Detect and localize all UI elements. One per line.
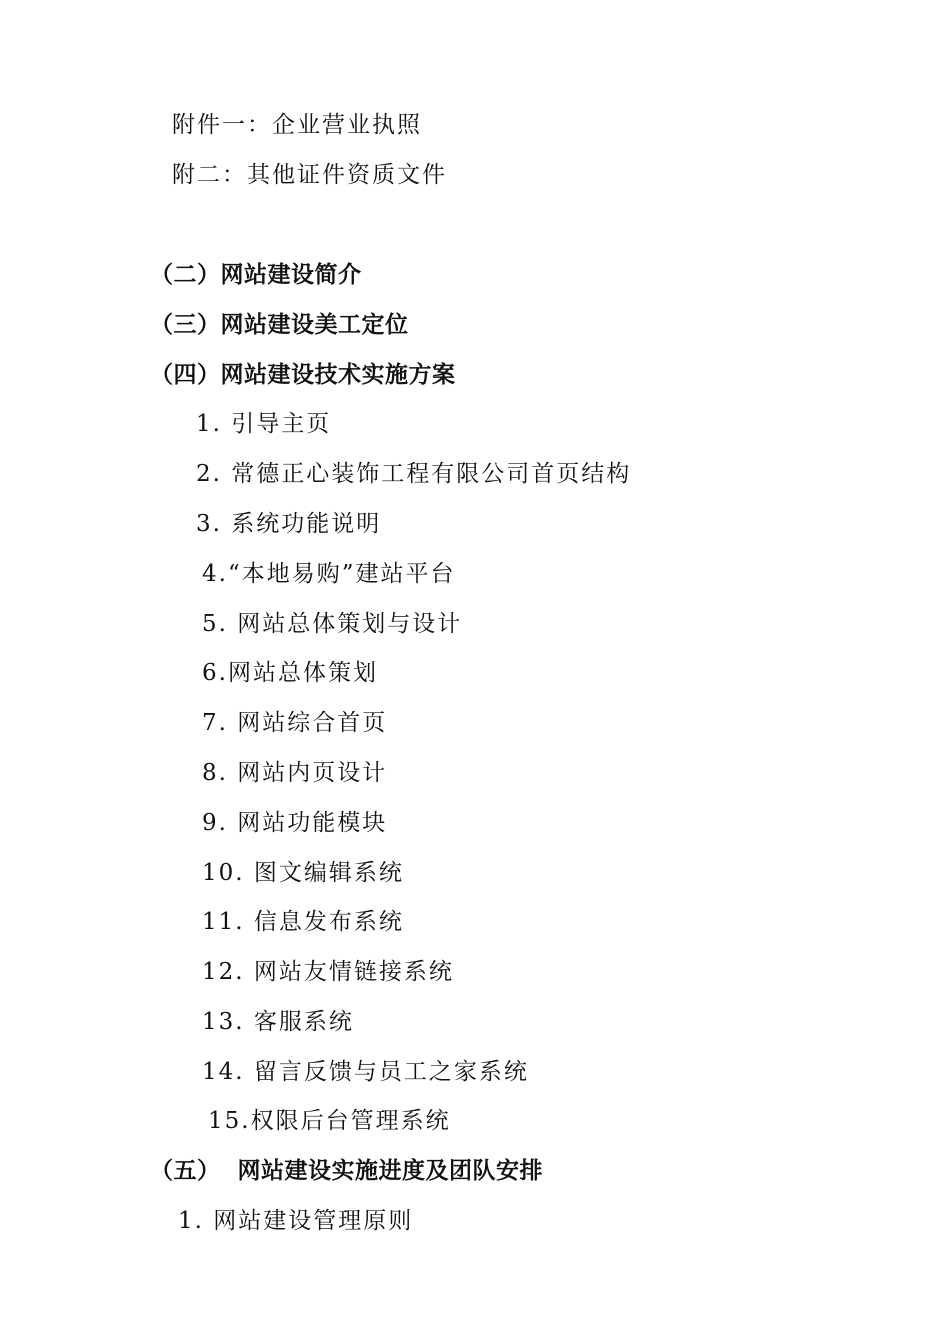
list-item: 8. 网站内页设计 bbox=[202, 760, 388, 786]
list-item: 9. 网站功能模块 bbox=[202, 810, 388, 836]
section-heading: （五） 网站建设实施进度及团队安排 bbox=[150, 1158, 544, 1184]
list-item: 1. 引导主页 bbox=[196, 411, 332, 437]
list-item: 5. 网站总体策划与设计 bbox=[202, 611, 463, 637]
list-item: 12. 网站友情链接系统 bbox=[202, 959, 454, 985]
list-item: 6.网站总体策划 bbox=[202, 660, 378, 686]
attachment-line: 附件一：企业营业执照 bbox=[172, 112, 422, 138]
list-item: 4.“本地易购”建站平台 bbox=[202, 561, 456, 587]
list-item: 14. 留言反馈与员工之家系统 bbox=[202, 1059, 529, 1085]
section-heading: （二）网站建设简介 bbox=[150, 262, 362, 288]
list-item: 2. 常德正心装饰工程有限公司首页结构 bbox=[196, 461, 632, 487]
list-item: 1. 网站建设管理原则 bbox=[178, 1208, 414, 1234]
section-heading: （三）网站建设美工定位 bbox=[150, 312, 409, 338]
list-item: 3. 系统功能说明 bbox=[196, 511, 382, 537]
section-heading: （四）网站建设技术实施方案 bbox=[150, 362, 456, 388]
list-item: 10. 图文编辑系统 bbox=[202, 860, 404, 886]
list-item: 13. 客服系统 bbox=[202, 1009, 354, 1035]
list-item: 11. 信息发布系统 bbox=[202, 909, 404, 935]
list-item: 15.权限后台管理系统 bbox=[208, 1108, 451, 1134]
list-item: 7. 网站综合首页 bbox=[202, 710, 388, 736]
attachment-line: 附二：其他证件资质文件 bbox=[172, 162, 447, 188]
